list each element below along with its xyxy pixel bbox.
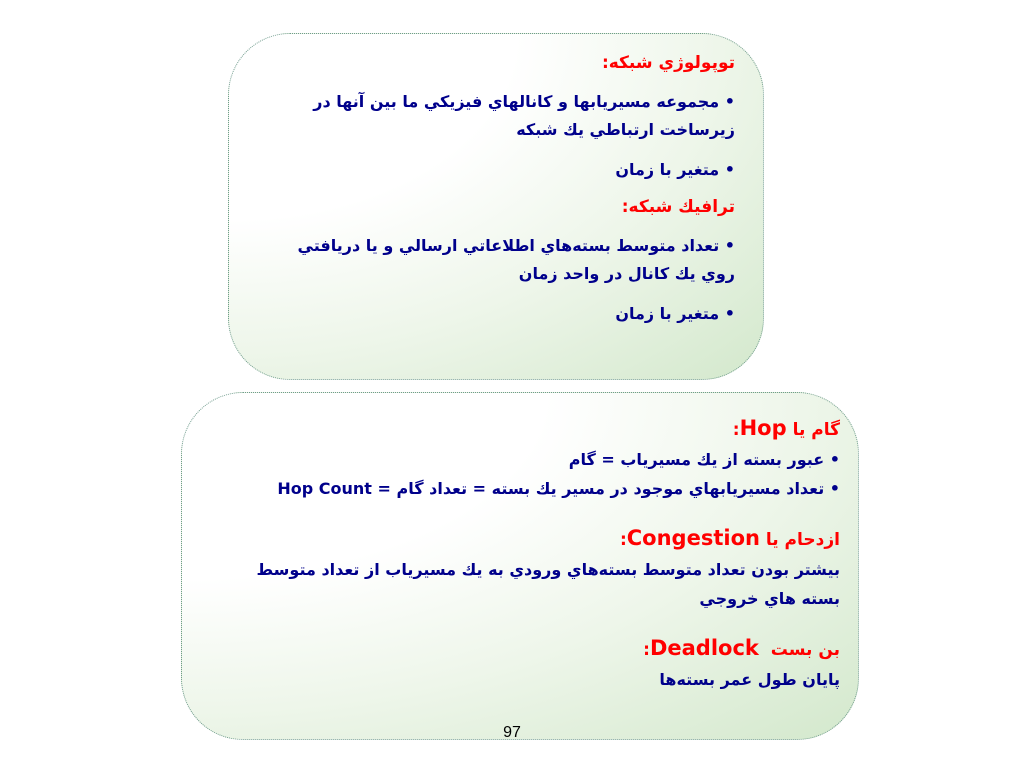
deadlock-title-en: Deadlock	[649, 636, 759, 660]
hop-congestion-deadlock-box	[181, 392, 859, 740]
traffic-title: ترافيك شبكه:	[621, 197, 735, 217]
topology-bullet-2: • متغير با زمان	[615, 160, 735, 179]
deadlock-title	[196, 633, 840, 665]
hop-bullet-2	[196, 474, 840, 503]
hop-title	[196, 413, 840, 445]
topology-bullet-1-line-2: زيرساخت ارتباطي يك شبكه	[516, 120, 735, 139]
hop-bullet-2-fa: • تعداد مسيريابهاي موجود در مسير يك بسته = تعداد گام =	[377, 479, 840, 498]
traffic-bullet-2: • متغير با زمان	[615, 304, 735, 323]
deadlock-line-1: پايان طول عمر بسته‌ها	[659, 670, 840, 689]
congestion-title-en: Congestion	[626, 526, 760, 550]
traffic-bullet-1-line-2: روي يك كانال در واحد زمان	[518, 264, 735, 283]
hop-bullet-1: • عبور بسته از يك مسيرياب = گام	[568, 450, 840, 469]
topology-bullet-1-line-1: • مجموعه مسيريابها و كانالهاي فيزيكي ما بين آنها در	[313, 92, 735, 111]
deadlock-title-fa: بن بست	[770, 640, 840, 660]
hop-title-en: Hop	[739, 416, 787, 440]
page-number: 97	[503, 724, 521, 741]
congestion-title-colon: :	[619, 530, 627, 550]
topology-title: توپولوژي شبكه:	[601, 53, 735, 73]
congestion-line-1: بيشتر بودن تعداد متوسط بسته‌هاي ورودي به يك مسيرياب از تعداد متوسط	[256, 560, 840, 579]
hop-title-colon: :	[732, 420, 740, 440]
hop-count-en: Hop Count	[277, 479, 372, 498]
congestion-line-2: بسته هاي خروجي	[699, 589, 840, 608]
topology-traffic-box	[228, 33, 764, 380]
traffic-bullet-1-line-1: • تعداد متوسط بسته‌هاي اطلاعاتي ارسالي و يا دريافتي	[297, 236, 735, 255]
hop-title-fa: گام يا	[792, 420, 840, 440]
deadlock-title-colon: :	[643, 640, 650, 660]
congestion-title	[196, 523, 840, 555]
congestion-title-fa: ازدحام يا	[765, 530, 840, 550]
